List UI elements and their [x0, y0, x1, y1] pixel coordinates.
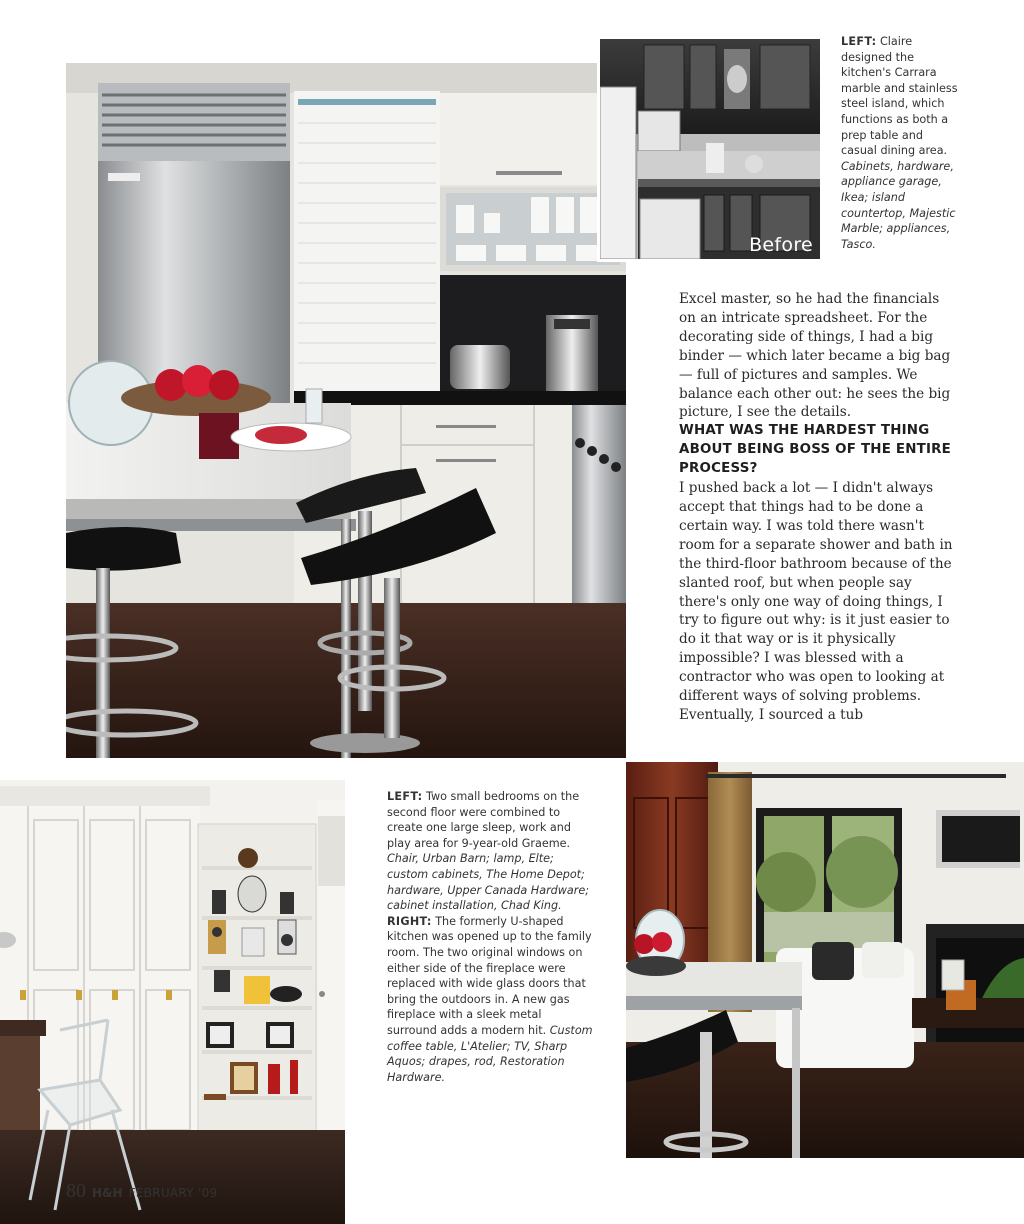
before-label: Before [749, 234, 813, 256]
family-room-photo [626, 762, 1024, 1158]
bedroom-photo [0, 780, 345, 1224]
before-photo [597, 36, 823, 262]
caption-lead-left: LEFT: [387, 790, 423, 803]
caption-text: Claire designed the kitchen's Carrara marble and stainless steel island, which functions as both a prep table and casual dining area. [841, 35, 958, 158]
kitchen-photo [66, 63, 626, 758]
caption-credits-left: Chair, Urban Barn; lamp, Elte; custom cabinets, The Home Depot; hardware, Upper Canada Hardware; cabinet installation, Chad King. [387, 852, 590, 913]
caption-credits-right: Custom coffee table, L'Atelier; TV, Sharp Aquos; drapes, rod, Restoration Hardware. [387, 1023, 593, 1084]
article-body [679, 290, 959, 725]
kitchen-caption [841, 34, 961, 252]
article-paragraph: Excel master, so he had the financials on an intricate spreadsheet. For the decorating side of things, I had a big binder — which later became a big bag — full of pictures and samples. We balance each other out: he sees the big picture, I see the details. [679, 291, 951, 421]
caption-lead-right: RIGHT: [387, 914, 432, 928]
caption-text-left: Two small bedrooms on the second floor were combined to create one large sleep, work and play area for 9-year-old Graeme. [387, 790, 580, 850]
bedroom-family-room-caption [387, 789, 593, 1085]
issue-date: FEBRUARY '09 [128, 1186, 218, 1200]
magazine-name: H&H [92, 1186, 123, 1200]
caption-text-right: The formerly U-shaped kitchen was opened up to the family room. The two original windows on either side of the fireplace were replaced with wide glass doors that bring the outdoors in. A new gas fireplace with a sleek metal surround adds a modern hit. [387, 914, 592, 1037]
article-paragraph: I pushed back a lot — I didn't always accept that things had to be done a certain way. I was told there wasn't room for a separate shower and bath in the third-floor bathroom because of the slanted roof, but when people say there's only one way of doing things, I try to figure out why: is it just easier to do it that way or is it physically impossible? I was blessed with a contractor who was open to looking at different ways of solving problems. Eventually, I sourced a tub [679, 480, 953, 723]
page-folio [66, 1180, 218, 1203]
interview-question: WHAT WAS THE HARDEST THING ABOUT BEING BOSS OF THE ENTIRE PROCESS? [679, 423, 952, 477]
caption-credits: Cabinets, hardware, appliance garage, Ikea; island countertop, Majestic Marble; appliances, Tasco. [841, 159, 956, 251]
caption-lead: LEFT: [841, 35, 877, 48]
page-number: 80 [66, 1180, 86, 1202]
